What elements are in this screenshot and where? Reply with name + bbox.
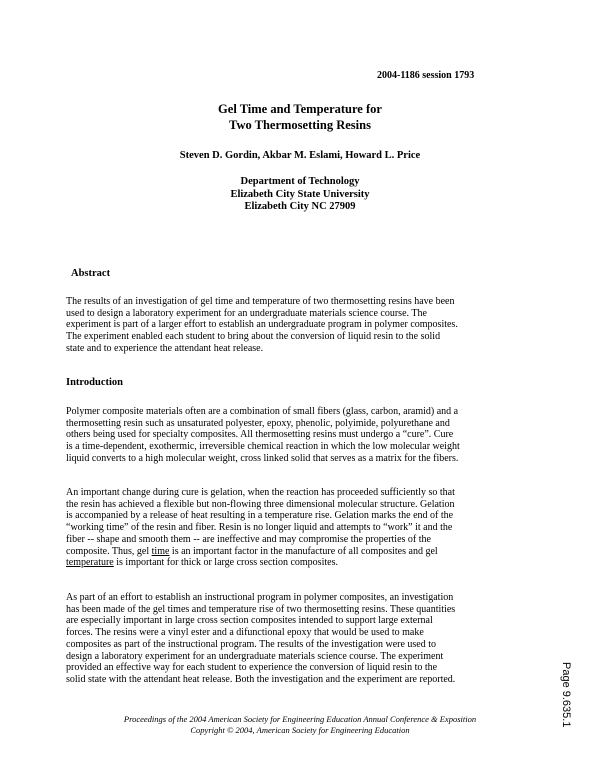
- abstract-line: used to design a laboratory experiment for an undergraduate materials science course. The: [66, 307, 427, 319]
- department: Department of Technology: [240, 176, 360, 187]
- paragraph-line: is a time-dependent, exothermic, irreversible chemical reaction in which the low molecular weight: [66, 441, 460, 453]
- text-run: is an important factor in the manufacture of all composites and gel: [169, 545, 438, 557]
- paper-title: [0, 101, 600, 133]
- affiliation: [0, 176, 600, 214]
- paragraph-line: design a laboratory experiment for an undergraduate materials science course. The experiment: [66, 650, 444, 662]
- abstract-body: [66, 296, 542, 355]
- paragraph-line: [66, 557, 542, 569]
- session-number: 2004-1186 session 1793: [377, 70, 475, 81]
- page-footer: [0, 714, 600, 735]
- footer-copyright: Copyright © 2004, American Society for Engineering Education: [190, 724, 410, 735]
- abstract-heading: Abstract: [71, 268, 111, 279]
- paragraph-line: has been made of the gel times and temperature rise of two thermosetting resins. These quantities: [66, 603, 456, 615]
- paragraph-line: As part of an effort to establish an instructional program in polymer composites, an investigation: [66, 592, 454, 603]
- paragraph-line: forces. The resins were a vinyl ester and a difunctional epoxy that would be used to make: [66, 627, 424, 639]
- underlined-term-time: time: [151, 545, 170, 557]
- paragraph-line: the resin has achieved a flexible but non-flowing three dimensional molecular structure. Gelation: [66, 498, 455, 510]
- paragraph-line: [66, 546, 542, 558]
- title-line-1: Gel Time and Temperature for: [218, 102, 382, 116]
- paragraph-line: Polymer composite materials often are a combination of small fibers (glass, carbon, aramid) and a: [66, 406, 459, 417]
- paragraph-line: provided an effective way for each student to experience the conversion of liquid resin to the: [66, 662, 438, 674]
- paragraph-line: are especially important in large cross section composites intended to support large external: [66, 615, 433, 627]
- text-run: is important for thick or large cross section composites.: [113, 557, 338, 569]
- page-number: Page 9.635.1: [560, 662, 572, 728]
- paragraph-line: solid state with the attendant heat release. Both the investigation and the experiment are reported.: [66, 673, 456, 685]
- paragraph-line: An important change during cure is gelation, when the reaction has proceeded sufficiently so that: [66, 487, 455, 498]
- paragraph-line: is accompanied by a release of heat resulting in a temperature rise. Gelation marks the end of the: [66, 510, 454, 522]
- abstract-line: experiment is part of a larger effort to establish an undergraduate program in polymer composites.: [66, 319, 458, 331]
- footer-proceedings: Proceedings of the 2004 American Society for Engineering Education Annual Conference & Exposition: [123, 714, 477, 724]
- title-line-2: Two Thermosetting Resins: [229, 118, 371, 132]
- intro-paragraph-1: [66, 406, 542, 465]
- university: Elizabeth City State University: [230, 188, 370, 200]
- text-run: composite. Thus, gel: [66, 545, 152, 557]
- paragraph-line: liquid converts to a high molecular weight, cross linked solid that serves as a matrix for the fibers.: [66, 452, 459, 464]
- paragraph-line: composites as part of the instructional program. The results of the investigation were used to: [66, 638, 437, 650]
- location: Elizabeth City NC 27909: [244, 201, 356, 212]
- intro-paragraph-2: [66, 487, 542, 569]
- abstract-line: The experiment enabled each student to bring about the conversion of liquid resin to the solid: [66, 331, 441, 343]
- intro-paragraph-3: [66, 592, 542, 686]
- authors: Steven D. Gordin, Akbar M. Eslami, Howard L. Price: [179, 150, 421, 161]
- introduction-heading: Introduction: [66, 377, 123, 388]
- abstract-line: The results of an investigation of gel time and temperature of two thermosetting resins have been: [66, 296, 455, 307]
- paragraph-line: “working time” of the resin and fiber. Resin is no longer liquid and attempts to “work” it and the: [66, 522, 453, 534]
- underlined-term-temperature: temperature: [66, 557, 114, 569]
- paragraph-line: thermosetting resin such as unsaturated polyester, epoxy, phenolic, polyimide, polyurethane and: [66, 417, 450, 429]
- paragraph-line: others being used for specialty composites. All thermosetting resins must undergo a “cure”. Cure: [66, 429, 454, 441]
- paragraph-line: fiber -- shape and smooth them -- are ineffective and may compromise the properties of the: [66, 533, 431, 545]
- abstract-line: state and to experience the attendant heat release.: [66, 342, 264, 354]
